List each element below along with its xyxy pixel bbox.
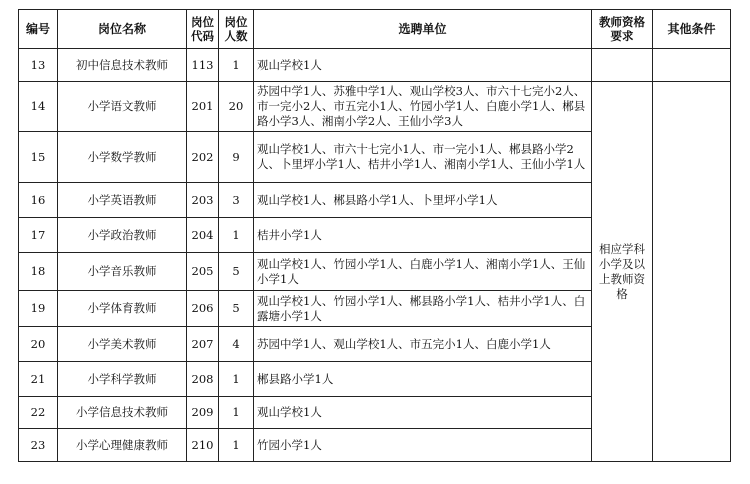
- row-count: 1: [219, 362, 254, 397]
- row-no: 21: [19, 362, 58, 397]
- header-position: 岗位名称: [58, 10, 187, 49]
- table-row: [19, 82, 731, 132]
- qualification-merged-cell: 相应学科小学及以上教师资格: [592, 82, 653, 462]
- row-units: 苏园中学1人、观山学校1人、市五完小1人、白鹿小学1人: [254, 327, 592, 362]
- row-code: 209: [187, 397, 219, 429]
- row-position: 小学数学教师: [58, 132, 187, 183]
- table-row: [19, 49, 731, 82]
- row-no: 14: [19, 82, 58, 132]
- row-units: 桔井小学1人: [254, 218, 592, 253]
- row-count: 5: [219, 253, 254, 291]
- row-count: 3: [219, 183, 254, 218]
- row-units: 观山学校1人、郴县路小学1人、卜里坪小学1人: [254, 183, 592, 218]
- row-code: 201: [187, 82, 219, 132]
- row-other-empty: [653, 49, 731, 82]
- row-no: 20: [19, 327, 58, 362]
- header-units: 选聘单位: [254, 10, 592, 49]
- row-units: 观山学校1人: [254, 49, 592, 82]
- row-no: 22: [19, 397, 58, 429]
- row-no: 23: [19, 429, 58, 462]
- header-no: 编号: [19, 10, 58, 49]
- row-count: 1: [219, 49, 254, 82]
- row-position: 小学政治教师: [58, 218, 187, 253]
- row-units: 观山学校1人、竹园小学1人、郴县路小学1人、桔井小学1人、白露塘小学1人: [254, 291, 592, 327]
- row-code: 208: [187, 362, 219, 397]
- row-units: 观山学校1人、市六十七完小1人、市一完小1人、郴县路小学2人、卜里坪小学1人、桔井小学1人、湘南小学1人、王仙小学1人: [254, 132, 592, 183]
- recruitment-table: [18, 9, 731, 462]
- row-position: 小学英语教师: [58, 183, 187, 218]
- row-position: 小学科学教师: [58, 362, 187, 397]
- row-code: 205: [187, 253, 219, 291]
- row-count: 1: [219, 218, 254, 253]
- row-position: 初中信息技术教师: [58, 49, 187, 82]
- row-code: 204: [187, 218, 219, 253]
- row-count: 20: [219, 82, 254, 132]
- row-position: 小学心理健康教师: [58, 429, 187, 462]
- row-count: 9: [219, 132, 254, 183]
- row-position: 小学美术教师: [58, 327, 187, 362]
- header-other: 其他条件: [653, 10, 731, 49]
- header-code: 岗位代码: [187, 10, 219, 49]
- row-code: 113: [187, 49, 219, 82]
- header-qualification: 教师资格要求: [592, 10, 653, 49]
- row-position: 小学信息技术教师: [58, 397, 187, 429]
- row-no: 13: [19, 49, 58, 82]
- row-no: 17: [19, 218, 58, 253]
- row-units: 竹园小学1人: [254, 429, 592, 462]
- row-position: 小学音乐教师: [58, 253, 187, 291]
- row-count: 1: [219, 397, 254, 429]
- row-no: 15: [19, 132, 58, 183]
- other-merged-cell: [653, 82, 731, 462]
- row-count: 4: [219, 327, 254, 362]
- row-units: 观山学校1人、竹园小学1人、白鹿小学1人、湘南小学1人、王仙小学1人: [254, 253, 592, 291]
- row-units: 观山学校1人: [254, 397, 592, 429]
- row-no: 19: [19, 291, 58, 327]
- header-row: [19, 10, 731, 49]
- row-units: 苏园中学1人、苏雅中学1人、观山学校3人、市六十七完小2人、市一完小2人、市五完小1人、竹园小学1人、白鹿小学1人、郴县路小学3人、湘南小学2人、王仙小学3人: [254, 82, 592, 132]
- row-qualification-empty: [592, 49, 653, 82]
- row-position: 小学语文教师: [58, 82, 187, 132]
- row-position: 小学体育教师: [58, 291, 187, 327]
- row-code: 210: [187, 429, 219, 462]
- row-units: 郴县路小学1人: [254, 362, 592, 397]
- row-no: 16: [19, 183, 58, 218]
- row-code: 202: [187, 132, 219, 183]
- row-code: 203: [187, 183, 219, 218]
- row-no: 18: [19, 253, 58, 291]
- header-count: 岗位人数: [219, 10, 254, 49]
- row-code: 206: [187, 291, 219, 327]
- row-code: 207: [187, 327, 219, 362]
- row-count: 5: [219, 291, 254, 327]
- row-count: 1: [219, 429, 254, 462]
